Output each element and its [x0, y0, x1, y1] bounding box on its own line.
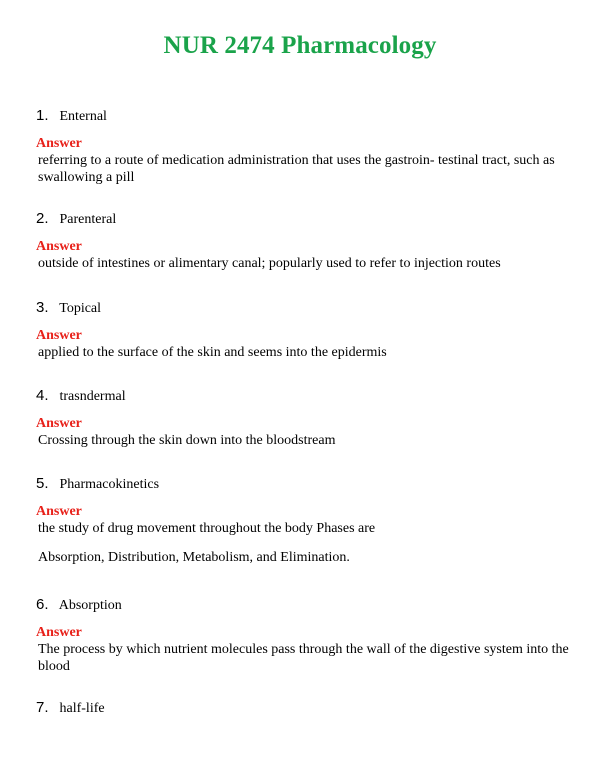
question-item-7	[36, 700, 576, 718]
question-term: Topical	[59, 301, 102, 316]
answer-label: Answer	[36, 136, 82, 151]
question-heading	[36, 211, 576, 229]
question-term: Pharmacokinetics	[59, 477, 160, 492]
question-item-3	[36, 300, 576, 361]
answer-text: Crossing through the skin down into the bloodstream	[38, 433, 336, 448]
answer-label: Answer	[36, 625, 82, 640]
question-number: 7.	[36, 699, 49, 716]
question-number: 4.	[36, 387, 49, 404]
answer-text: the study of drug movement throughout the body Phases are	[38, 521, 376, 536]
question-item-2	[36, 211, 576, 272]
question-heading	[36, 700, 576, 718]
question-term: Parenteral	[59, 212, 117, 227]
question-number: 5.	[36, 475, 49, 492]
question-number: 3.	[36, 299, 49, 316]
question-heading	[36, 108, 576, 126]
question-number: 6.	[36, 596, 49, 613]
question-number: 2.	[36, 210, 49, 227]
answer-label: Answer	[36, 239, 82, 254]
question-item-4	[36, 388, 576, 449]
answer-text-continued: Absorption, Distribution, Metabolism, and Elimination.	[38, 550, 350, 565]
question-item-5	[36, 476, 576, 566]
answer-text: The process by which nutrient molecules pass through the wall of the digestive system into the blood	[38, 642, 569, 674]
question-heading	[36, 388, 576, 406]
answer-text: applied to the surface of the skin and seems into the epidermis	[38, 345, 387, 360]
question-term: Enternal	[59, 109, 107, 124]
question-heading	[36, 300, 576, 318]
answer-label: Answer	[36, 328, 82, 343]
question-heading	[36, 597, 576, 615]
question-number: 1.	[36, 107, 49, 124]
question-item-1	[36, 108, 576, 186]
answer-label: Answer	[36, 416, 82, 431]
question-term: half-life	[59, 701, 105, 716]
question-term: trasndermal	[59, 389, 126, 404]
question-item-6	[36, 597, 576, 675]
answer-text: outside of intestines or alimentary canal; popularly used to refer to injection routes	[38, 256, 501, 271]
answer-text: referring to a route of medication administration that uses the gastroin- testinal tract, such as swallowing a pill	[38, 153, 555, 185]
question-term: Absorption	[58, 598, 122, 613]
page-title: NUR 2474 Pharmacology	[163, 32, 437, 59]
answer-label: Answer	[36, 504, 82, 519]
question-heading	[36, 476, 576, 494]
